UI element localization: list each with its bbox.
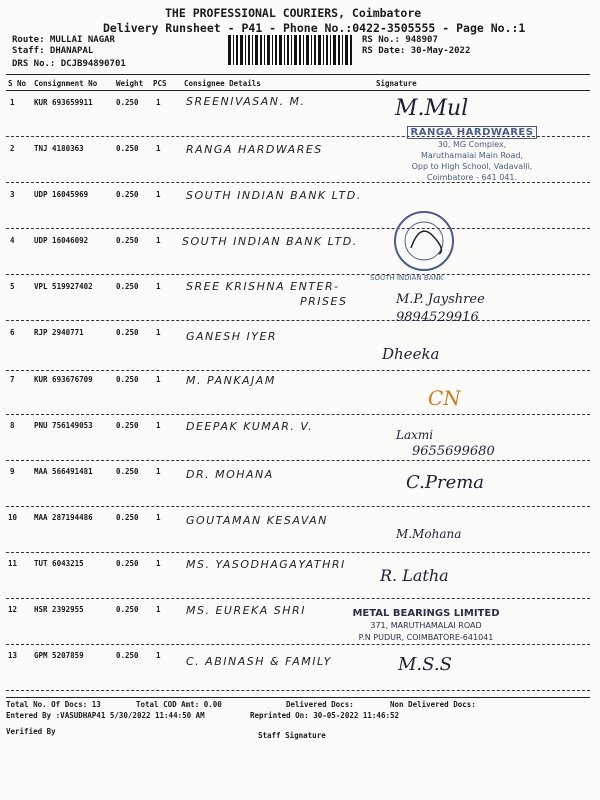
row-divider bbox=[6, 320, 590, 321]
signature-row10: M.Mohana bbox=[396, 527, 462, 541]
non-delivered-docs: Non Delivered Docs: bbox=[390, 700, 476, 709]
row-sno: 13 bbox=[8, 651, 18, 660]
col-signature: Signature bbox=[376, 79, 417, 88]
row-divider bbox=[6, 274, 590, 275]
stamp-metal-name: METAL BEARINGS LIMITED bbox=[352, 608, 500, 619]
row-divider bbox=[6, 690, 590, 691]
row-weight: 0.250 bbox=[116, 467, 139, 476]
row-consignment: UDP 16046092 bbox=[34, 236, 89, 245]
row-consignment: TNJ 4180363 bbox=[34, 144, 84, 153]
row-sno: 5 bbox=[10, 282, 15, 291]
row-consignment: KUR 693676709 bbox=[34, 375, 93, 384]
row-consignment: UDP 16045969 bbox=[34, 190, 89, 199]
row-consignee: DEEPAK KUMAR. V. bbox=[186, 420, 314, 433]
col-pcs: PCS bbox=[153, 79, 167, 88]
footer-rule bbox=[6, 697, 590, 698]
stamp-metal-line: P.N PUDUR, COIMBATORE-641041 bbox=[358, 633, 494, 642]
bank-seal bbox=[393, 210, 455, 272]
row-pcs: 1 bbox=[156, 375, 161, 384]
row-pcs: 1 bbox=[156, 559, 161, 568]
drs-number: DRS No.: DCJB94890701 bbox=[12, 59, 126, 69]
signature-row5-name: M.P. Jayshree bbox=[396, 292, 485, 307]
row-consignee: MS. YASODHAGAYATHRI bbox=[186, 558, 346, 571]
row-pcs: 1 bbox=[156, 236, 161, 245]
row-weight: 0.250 bbox=[116, 651, 139, 660]
row-weight: 0.250 bbox=[116, 144, 139, 153]
col-consignee: Consignee Details bbox=[184, 79, 261, 88]
row-consignment: HSR 2392955 bbox=[34, 605, 84, 614]
reprinted-on: Reprinted On: 30-05-2022 11:46:52 bbox=[250, 711, 400, 720]
barcode bbox=[228, 35, 354, 65]
row-pcs: 1 bbox=[156, 421, 161, 430]
row-sno: 10 bbox=[8, 513, 18, 522]
entered-by: Entered By :VASUDHAP41 5/30/2022 11:44:50 AM bbox=[6, 711, 205, 720]
row-consignment: KUR 693659911 bbox=[34, 98, 93, 107]
row-consignment: MAA 566491481 bbox=[34, 467, 93, 476]
row-consignment: TUT 6043215 bbox=[34, 559, 84, 568]
signature-row8-name: Laxmi bbox=[396, 428, 434, 442]
row-divider bbox=[6, 506, 590, 507]
company-title: THE PROFESSIONAL COURIERS, Coimbatore bbox=[165, 6, 422, 20]
row-weight: 0.250 bbox=[116, 375, 139, 384]
row-pcs: 1 bbox=[156, 190, 161, 199]
row-consignment: MAA 287194486 bbox=[34, 513, 93, 522]
total-cod: Total COD Amt: 0.00 bbox=[136, 700, 222, 709]
row-sno: 8 bbox=[10, 421, 15, 430]
row-weight: 0.250 bbox=[116, 282, 139, 291]
signature-row7: CN bbox=[428, 386, 461, 410]
stamp-ranga-hardwares bbox=[392, 126, 552, 183]
row-divider bbox=[6, 414, 590, 415]
stamp-metal-line: 371, MARUTHAMALAI ROAD bbox=[370, 621, 482, 630]
stamp-metal-bearings bbox=[326, 608, 526, 644]
row-consignee: DR. MOHANA bbox=[186, 468, 274, 481]
row-weight: 0.250 bbox=[116, 513, 139, 522]
row-consignee: GANESH IYER bbox=[186, 330, 278, 343]
row-sno: 1 bbox=[10, 98, 15, 107]
row-sno: 6 bbox=[10, 328, 15, 337]
row-weight: 0.250 bbox=[116, 328, 139, 337]
col-consignment: Consignment No bbox=[34, 79, 98, 88]
row-consignee: C. ABINASH & FAMILY bbox=[186, 655, 332, 668]
col-weight: Weight bbox=[116, 79, 144, 88]
runsheet-subtitle: Delivery Runsheet - P41 - Phone No.:0422-3505555 - Page No.:1 bbox=[103, 21, 526, 35]
row-consignment: RJP 2940771 bbox=[34, 328, 84, 337]
row-weight: 0.250 bbox=[116, 236, 139, 245]
row-consignment: PNU 756149053 bbox=[34, 421, 93, 430]
row-consignee: SOUTH INDIAN BANK LTD. bbox=[186, 189, 362, 202]
row-consignee: SREE KRISHNA ENTER- bbox=[186, 280, 340, 293]
row-divider bbox=[6, 228, 590, 229]
staff-signature: Staff Signature bbox=[258, 731, 326, 740]
stamp-ranga-line: Maruthamalai Main Road, bbox=[420, 151, 524, 160]
row-sno: 3 bbox=[10, 190, 15, 199]
row-consignee: M. PANKAJAM bbox=[186, 374, 276, 387]
row-consignment: GPM 5207859 bbox=[34, 651, 84, 660]
row-pcs: 1 bbox=[156, 328, 161, 337]
row-weight: 0.250 bbox=[116, 559, 139, 568]
row-pcs: 1 bbox=[156, 144, 161, 153]
signature-row6: Dheeka bbox=[382, 345, 440, 363]
signature-row9: C.Prema bbox=[406, 472, 485, 493]
row-sno: 9 bbox=[10, 467, 15, 476]
col-sno: S No bbox=[8, 79, 27, 88]
row-pcs: 1 bbox=[156, 651, 161, 660]
header-bottom-rule bbox=[6, 90, 590, 91]
route: Route: MULLAI NAGAR bbox=[12, 35, 115, 45]
header-top-rule bbox=[6, 74, 590, 75]
row-divider bbox=[6, 598, 590, 599]
signature-row8-phone: 9655699680 bbox=[412, 444, 495, 459]
row-pcs: 1 bbox=[156, 282, 161, 291]
stamp-ranga-line: 30, MG Complex, bbox=[437, 140, 507, 149]
staff: Staff: DHANAPAL bbox=[12, 46, 94, 56]
row-divider bbox=[6, 552, 590, 553]
signature-row1: M.Mul bbox=[395, 96, 469, 121]
row-pcs: 1 bbox=[156, 98, 161, 107]
row-consignee: MS. EUREKA SHRI bbox=[186, 604, 306, 617]
row-weight: 0.250 bbox=[116, 421, 139, 430]
row-consignee: SREENIVASAN. M. bbox=[186, 95, 306, 108]
row-consignee: RANGA HARDWARES bbox=[186, 143, 323, 156]
signature-row5-phone: 9894529916 bbox=[396, 310, 479, 325]
row-consignee-line2: PRISES bbox=[300, 295, 348, 308]
row-weight: 0.250 bbox=[116, 605, 139, 614]
row-weight: 0.250 bbox=[116, 98, 139, 107]
row-consignee: SOUTH INDIAN BANK LTD. bbox=[182, 235, 358, 248]
row-pcs: 1 bbox=[156, 513, 161, 522]
stamp-ranga-name: RANGA HARDWARES bbox=[407, 126, 538, 139]
row-sno: 4 bbox=[10, 236, 15, 245]
row-divider bbox=[6, 370, 590, 371]
row-sno: 2 bbox=[10, 144, 15, 153]
row-weight: 0.250 bbox=[116, 190, 139, 199]
stamp-ranga-line: Opp to High School, Vadavalli, bbox=[411, 162, 533, 171]
stamp-bank-name: SOUTH INDIAN BANK bbox=[370, 274, 444, 282]
rs-number: RS No.: 948907 bbox=[362, 35, 438, 45]
row-divider bbox=[6, 644, 590, 645]
row-sno: 11 bbox=[8, 559, 18, 568]
verified-by: Verified By bbox=[6, 727, 56, 736]
stamp-ranga-line: Coimbatore - 641 041. bbox=[426, 173, 518, 182]
row-divider bbox=[6, 460, 590, 461]
total-docs: Total No. Of Docs: 13 bbox=[6, 700, 101, 709]
signature-row11: R. Latha bbox=[380, 566, 449, 585]
row-consignment: VPL 519927402 bbox=[34, 282, 93, 291]
rs-date: RS Date: 30-May-2022 bbox=[362, 46, 471, 56]
row-sno: 12 bbox=[8, 605, 18, 614]
signature-row13: M.S.S bbox=[398, 654, 452, 675]
delivered-docs: Delivered Docs: bbox=[286, 700, 354, 709]
row-pcs: 1 bbox=[156, 467, 161, 476]
row-consignee: GOUTAMAN KESAVAN bbox=[186, 514, 328, 527]
row-sno: 7 bbox=[10, 375, 15, 384]
row-pcs: 1 bbox=[156, 605, 161, 614]
